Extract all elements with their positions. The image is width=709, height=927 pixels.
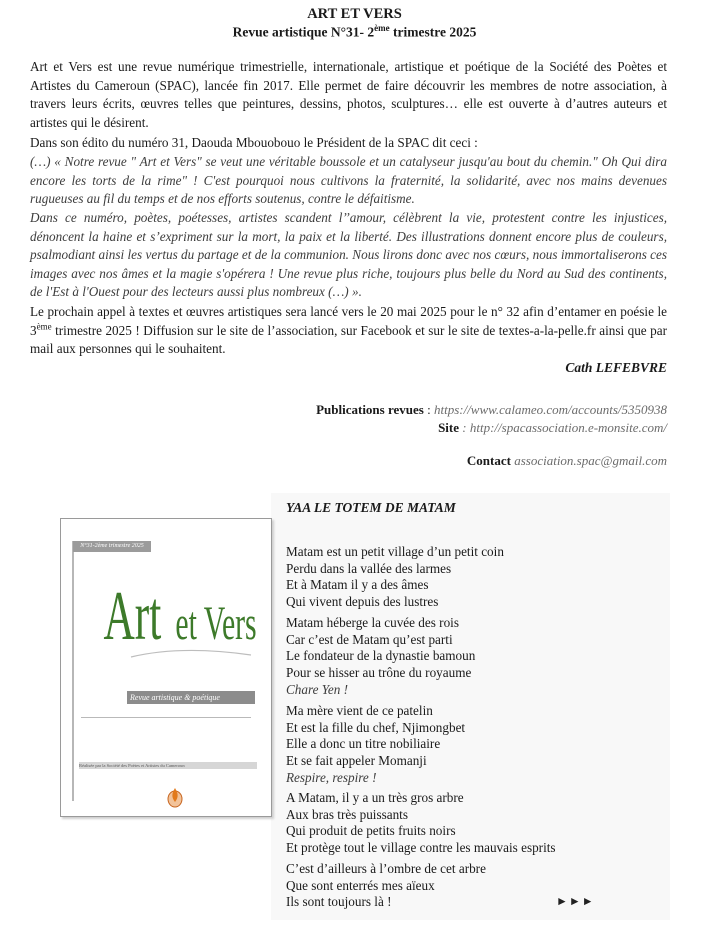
poem-line: Ils sont toujours là !: [286, 894, 392, 910]
poem-line: Car c’est de Matam qu’est parti: [286, 631, 453, 647]
poem-stanza-4: [286, 790, 556, 857]
edito-quote-2: Dans ce numéro, poètes, poétesses, artistes scandent l’’amour, célèbrent la vie, protestent contre les injustices, dénoncent la haine et s’expriment sur la mort, la paix et la liberté. Des illustrations donnent encore plus de couleurs, psalmodiant ainsi les vertus du partage et de la communion. Nous lirons donc avec nos cœurs, nous immortaliserons ces images avec nos âmes et la magie s'opérera ! Une revue plus riche, toujours plus belle du Nord au Sud des continents, de l'Est à l'Ouest pour des lecteurs aussi plus nombreux (…) ».: [30, 210, 667, 300]
magazine-subtitle: Revue artistique N°31- 2ème trimestre 2025: [232, 23, 477, 40]
publications-link[interactable]: https://www.calameo.com/accounts/5350938: [433, 402, 667, 417]
poem-line: Aux bras très puissants: [286, 806, 408, 822]
publications-line: Publications revues : https://www.calameo.com/accounts/5350938: [316, 402, 667, 417]
poem-line: Qui produit de petits fruits noirs: [286, 823, 456, 839]
flame-icon: [165, 784, 185, 808]
poem-line: Matam est un petit village d’un petit coin: [286, 544, 504, 559]
poem-line: Et est la fille du chef, Njimongbet: [286, 719, 466, 735]
poem-title: YAA LE TOTEM DE MATAM: [286, 500, 456, 515]
poem-line: Et à Matam il y a des âmes: [286, 577, 429, 593]
poem-line: Et se fait appeler Momanji: [286, 753, 427, 769]
magazine-cover: [60, 518, 272, 817]
contact-line: Contact association.spac@gmail.com: [466, 453, 667, 468]
magazine-title: ART ET VERS: [307, 6, 402, 22]
poem-line: Qui vivent depuis des lustres: [286, 594, 439, 610]
edito-quote-1: (…) « Notre revue " Art et Vers" se veut une véritable boussole et un catalyseur jusqu'au bout du chemin." Oh Qui dira encore les torts de la rime" ! C'est pourquoi nous cultivons la fraternité, la solidarité, avec nos mains devenues rugueuses au fil du temps et de nos efforts soutenus, contre le défaitisme.: [30, 154, 667, 207]
edito-intro: Dans son édito du numéro 31, Daouda Mbouobouo le Président de la SPAC dit ceci :: [30, 135, 478, 150]
poem-line: Pour se hisser au trône du royaume: [286, 665, 472, 681]
poem-stanza-5: [286, 861, 486, 911]
poem-refrain: Chare Yen !: [286, 681, 349, 697]
cover-decor: [72, 541, 74, 801]
next-call-paragraph: Le prochain appel à textes et œuvres artistiques sera lancé vers le 20 mai 2025 pour le n° 32 afin d’entamer en poésie le 3ème trimestre 2025 ! Diffusion sur le site de l’association, sur Facebook et sur le site de textes-a-la-pelle.fr ainsi que par mail aux personnes qui le souhaitent.: [30, 304, 667, 357]
signature: Cath LEFEBVRE: [565, 360, 667, 375]
poem-line: C’est d’ailleurs à l’ombre de cet arbre: [286, 861, 486, 876]
continue-arrows-icon: ►►►: [556, 894, 595, 908]
poem-line: Le fondateur de la dynastie bamoun: [286, 648, 476, 664]
cover-divider: [81, 717, 251, 718]
cover-logo-art: Art: [103, 576, 162, 655]
cover-footer: Réalisée par la Société des Poètes et Artistes du Cameroun: [79, 762, 257, 769]
poem-line: Que sont enterrés mes aïeux: [286, 877, 435, 893]
poem-line: A Matam, il y a un très gros arbre: [286, 790, 464, 805]
contact-email-link[interactable]: association.spac@gmail.com: [514, 453, 667, 468]
poem-line: Perdu dans la vallée des larmes: [286, 560, 452, 576]
intro-paragraph: Art et Vers est une revue numérique trimestrielle, internationale, artistique et poétique de la Société des Poètes et Artistes du Cameroun (SPAC), lancée fin 2017. Elle permet de faire découvrir les membres de notre association, à travers leurs écrits, œuvres telles que peintures, dessins, photos, sculptures… elle est ouverte à d’autres auteurs et artistes qui le désirent.: [30, 59, 667, 130]
poem-line: Et protège tout le village contre les mauvais esprits: [286, 840, 556, 856]
cover-logo-vers: et Vers: [175, 595, 257, 650]
poem-stanza-2: [286, 615, 475, 699]
poem-line: Matam héberge la cuvée des rois: [286, 615, 459, 630]
poem-line: Elle a donc un titre nobiliaire: [286, 736, 441, 752]
site-line: Site : http://spacassociation.e-monsite.com/: [438, 420, 667, 435]
cover-logo: [101, 559, 261, 669]
site-link[interactable]: http://spacassociation.e-monsite.com/: [469, 420, 667, 435]
cover-issue-tag: N°31-2ème trimestre 2025: [73, 541, 151, 552]
poem-stanza-1: [286, 544, 504, 611]
poem-line: Ma mère vient de ce patelin: [286, 703, 433, 718]
poem-refrain: Respire, respire !: [286, 769, 377, 785]
cover-subtitle-bar: Revue artistique & poétique: [127, 691, 255, 704]
poem-stanza-3: [286, 703, 465, 787]
